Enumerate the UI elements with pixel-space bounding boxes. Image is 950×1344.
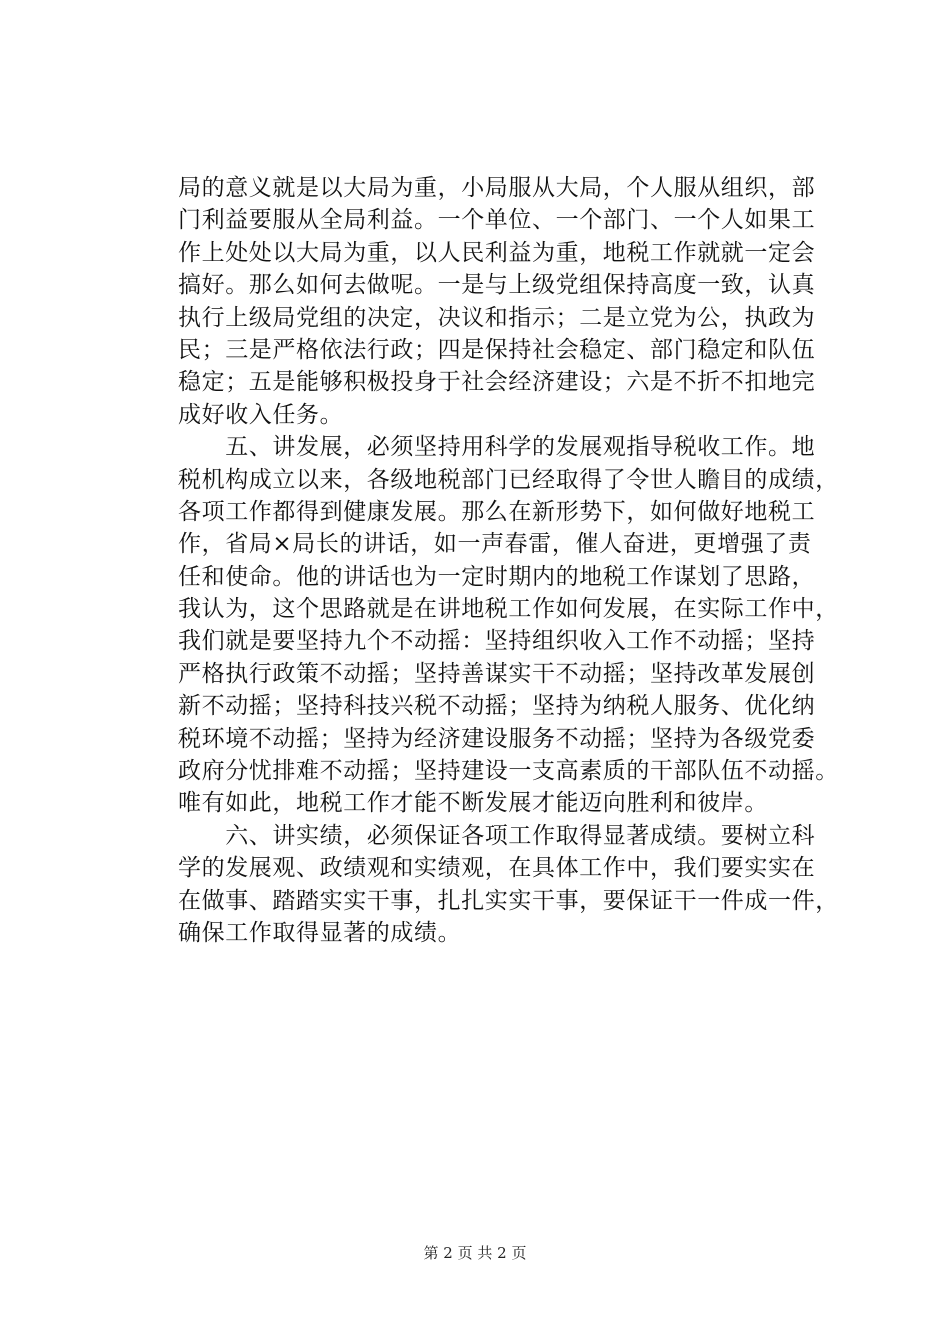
page-number-footer: 第 2 页 共 2 页 xyxy=(423,1244,527,1262)
text-line: 在做事、踏踏实实干事，扎扎实实干事，要保证干一件成一件， xyxy=(178,887,839,914)
text-line: 新不动摇；坚持科技兴税不动摇；坚持为纳税人服务、优化纳 xyxy=(178,693,816,720)
text-line: 门利益要服从全局利益。一个单位、一个部门、一个人如果工 xyxy=(178,207,816,234)
text-line: 我们就是要坚持九个不动摇：坚持组织收入工作不动摇；坚持 xyxy=(178,628,816,655)
document-body xyxy=(178,172,840,949)
text-line: 学的发展观、政绩观和实绩观，在具体工作中，我们要实实在 xyxy=(178,855,816,882)
text-line: 作，省局×局长的讲话，如一声春雷，催人奋进，更增强了责 xyxy=(178,531,812,558)
text-line: 成好收入任务。 xyxy=(178,401,344,428)
text-line: 作上处处以大局为重，以人民利益为重，地税工作就就一定会 xyxy=(178,239,816,266)
paragraph-heading-line: 五、讲发展，必须坚持用科学的发展观指导税收工作。地 xyxy=(178,434,816,461)
text-line: 各项工作都得到健康发展。那么在新形势下，如何做好地税工 xyxy=(178,498,816,525)
text-line: 稳定；五是能够积极投身于社会经济建设；六是不折不扣地完 xyxy=(178,369,816,396)
text-line: 税机构成立以来，各级地税部门已经取得了令世人瞻目的成绩， xyxy=(178,466,839,493)
paragraph-heading-line: 六、讲实绩，必须保证各项工作取得显著成绩。要树立科 xyxy=(178,822,816,849)
text-line: 局的意义就是以大局为重，小局服从大局，个人服从组织，部 xyxy=(178,175,816,201)
text-line: 严格执行政策不动摇；坚持善谋实干不动摇；坚持改革发展创 xyxy=(178,660,816,687)
text-line: 执行上级局党组的决定，决议和指示；二是立党为公，执政为 xyxy=(178,304,816,331)
text-line: 任和使命。他的讲话也为一定时期内的地税工作谋划了思路， xyxy=(178,563,816,590)
text-line: 税环境不动摇；坚持为经济建设服务不动摇；坚持为各级党委 xyxy=(178,725,816,752)
text-line: 我认为，这个思路就是在讲地税工作如何发展，在实际工作中， xyxy=(178,596,839,623)
text-line: 民；三是严格依法行政；四是保持社会稳定、部门稳定和队伍 xyxy=(178,336,816,363)
text-line: 政府分忧排难不动摇；坚持建设一支高素质的干部队伍不动摇。 xyxy=(178,758,839,785)
text-line: 确保工作取得显著的成绩。 xyxy=(178,919,462,946)
text-line: 唯有如此，地税工作才能不断发展才能迈向胜利和彼岸。 xyxy=(178,790,768,817)
text-line: 搞好。那么如何去做呢。一是与上级党组保持高度一致，认真 xyxy=(178,272,816,299)
